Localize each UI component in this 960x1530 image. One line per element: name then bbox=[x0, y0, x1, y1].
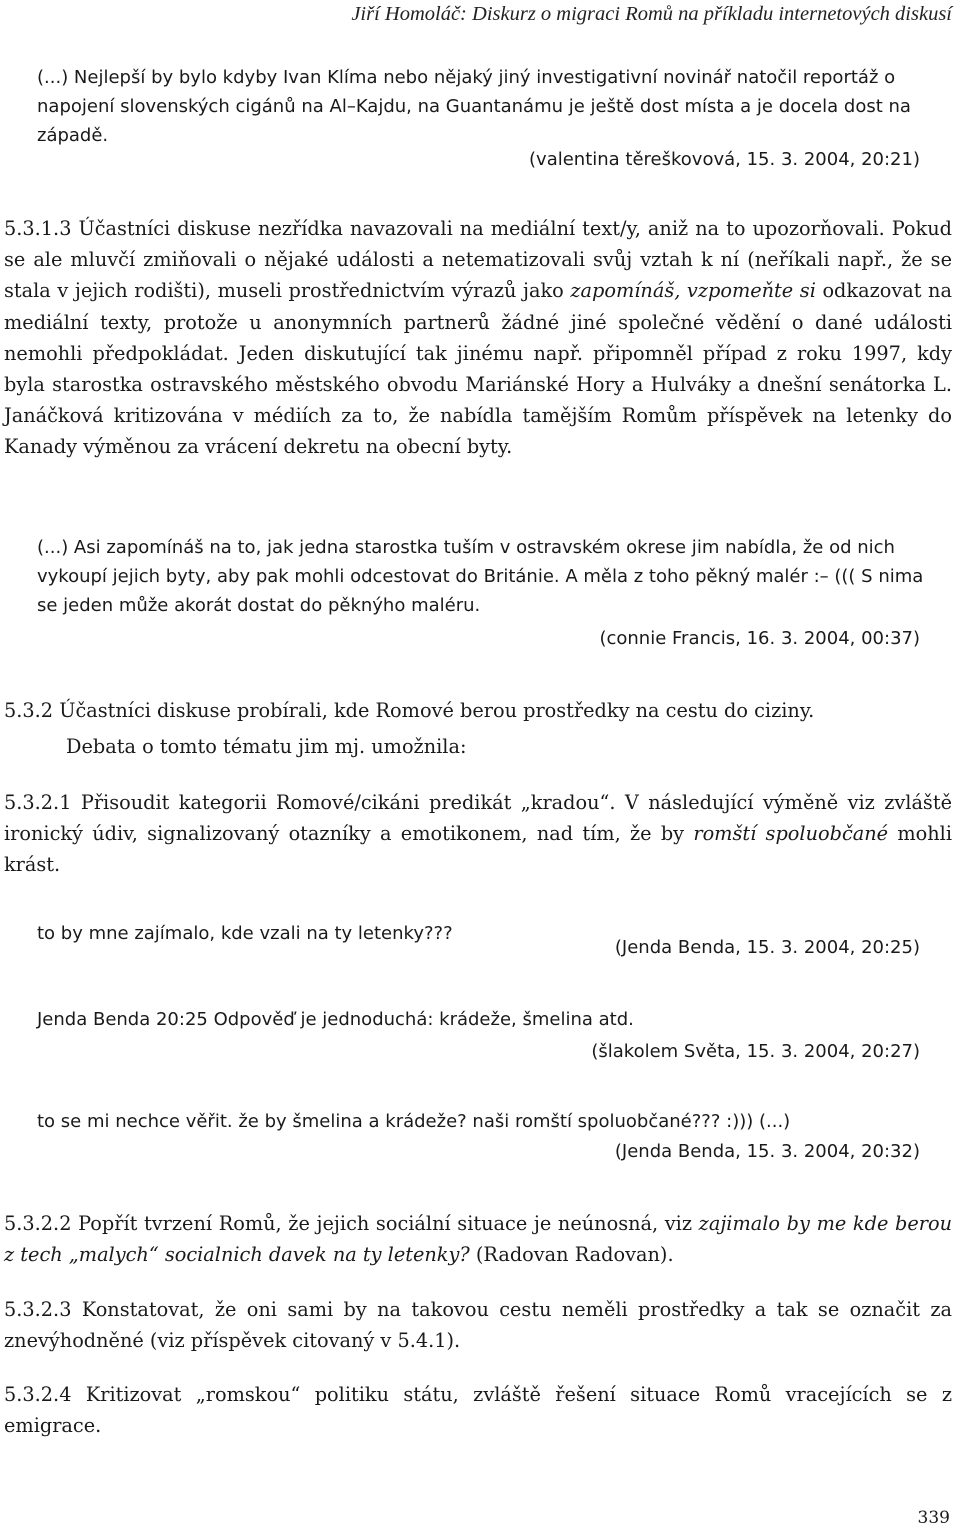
paragraph-5-3-2-2-part-a: 5.3.2.2 Popřít tvrzení Romů, že jejich sociální situace je neúnosná, viz bbox=[4, 1212, 699, 1235]
paragraph-5-3-2-1-part-b: mohli krást. bbox=[4, 822, 953, 877]
paragraph-5-3-1-3 bbox=[4, 213, 952, 463]
running-header: Jiří Homoláč: Diskurz o migraci Romů na příkladu internetových diskusí bbox=[351, 3, 952, 25]
quote-slakolem: Jenda Benda 20:25 Odpověď je jednoduchá: krádeže, šmelina atd. bbox=[37, 1009, 634, 1030]
quote-source-jenda-1: (Jenda Benda, 15. 3. 2004, 20:25) bbox=[614, 937, 920, 958]
quote-valentina: (...) Nejlepší by bylo kdyby Ivan Klíma nebo nějaký jiný investigativní novinář natočil reportáž o napojení slovenských cigánů na Al–Kajdu, na Guantanámu je ještě dost místa a je docela dost na západě. bbox=[37, 67, 911, 146]
paragraph-5-3-2-2 bbox=[4, 1208, 952, 1270]
paragraph-5-3-2-4: 5.3.2.4 Kritizovat „romskou“ politiku státu, zvláště řešení situace Romů vracejících se z emigrace. bbox=[4, 1383, 952, 1438]
paragraph-5-3-2-1-emphasis: romští spoluobčané bbox=[693, 822, 889, 846]
page-number: 339 bbox=[917, 1508, 950, 1528]
quote-source-connie: (connie Francis, 16. 3. 2004, 00:37) bbox=[599, 628, 920, 649]
paragraph-5-3-2-2-part-b: (Radovan Radovan). bbox=[469, 1243, 674, 1267]
paragraph-5-3-2-1 bbox=[4, 787, 952, 881]
paragraph-5-3-2-2-emphasis: zajimalo by me kde berou z tech „malych“ socialnich davek na ty letenky? bbox=[4, 1212, 952, 1267]
section-5-3-2-line1: 5.3.2 Účastníci diskuse probírali, kde Romové berou prostředky na cestu do ciziny. bbox=[4, 699, 815, 722]
quote-jenda-2: to se mi nechce věřit. že by šmelina a krádeže? naši romští spoluobčané??? :))) (...) bbox=[37, 1111, 791, 1132]
paragraph-5-3-2-3: 5.3.2.3 Konstatovat, že oni sami by na takovou cestu neměli prostředky a tak se označit za znevýhodněné (viz příspěvek citovaný v 5.4.1). bbox=[4, 1298, 952, 1353]
paragraph-5-3-2-1-part-a: 5.3.2.1 Přisoudit kategorii Romové/cikáni predikát „kradou“. V následující výměně viz zvláště ironický údiv, signalizovaný otazníky a emotikonem, nad tím, že by bbox=[4, 791, 952, 846]
quote-source-jenda-2: (Jenda Benda, 15. 3. 2004, 20:32) bbox=[614, 1141, 920, 1162]
paragraph-5-3-1-3-part-b: odkazovat na mediální texty, protože u anonymních partnerů žádné jiné společné vědění o dané události nemohli předpokládat. Jeden diskutující tak jinému např. připomněl případ z roku 1997, kdy byla starostka ostravského městského obvodu Mariánské Hory a Hulváky a dnešní senátorka L. Janáčková kritizována v médiích za to, že nabídla tamějším Romům příspěvek na letenky do Kanady výměnou za vrácení dekretu na obecní byty. bbox=[4, 279, 952, 459]
paragraph-5-3-1-3-part-a: 5.3.1.3 Účastníci diskuse nezřídka navazovali na mediální text/y, aniž na to upozorňovali. Pokud se ale mluvčí zmiňovali o nějaké události a netematizovali svůj vztah k ní (neříkali např., že se stala v jejich rodišti), museli prostřednictvím výrazů jako bbox=[4, 217, 952, 303]
section-5-3-2-line2: Debata o tomto tématu jim mj. umožnila: bbox=[66, 735, 467, 758]
paragraph-5-3-1-3-emphasis: zapomínáš, vzpomeňte si bbox=[570, 279, 816, 303]
quote-connie: (...) Asi zapomínáš na to, jak jedna starostka tuším v ostravském okrese jim nabídla, že od nich vykoupí jejich byty, aby pak mohli odcestovat do Británie. A měla z toho pěkný malér :– ((( S nima se jeden může akorát dostat do pěknýho maléru. bbox=[37, 537, 924, 616]
quote-jenda-1: to by mne zajímalo, kde vzali na ty letenky??? bbox=[37, 923, 453, 944]
quote-source-valentina: (valentina těreškovová, 15. 3. 2004, 20:21) bbox=[529, 149, 920, 170]
quote-source-slakolem: (šlakolem Světa, 15. 3. 2004, 20:27) bbox=[591, 1041, 920, 1062]
